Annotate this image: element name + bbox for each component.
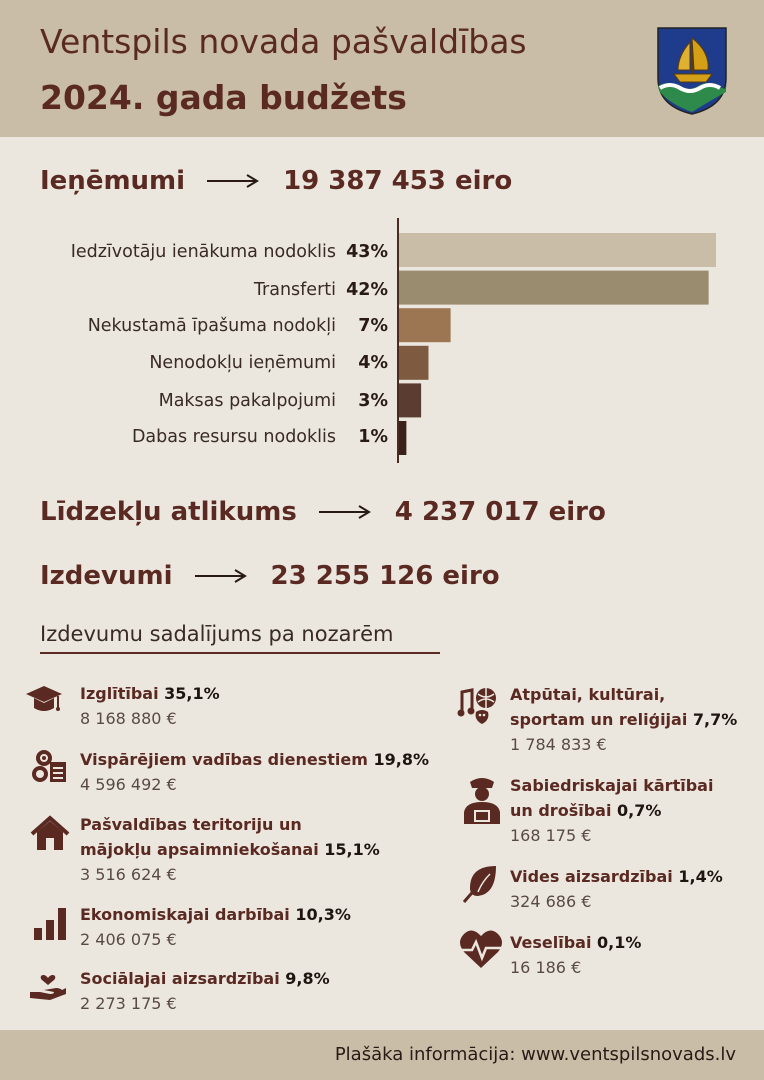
expense-label-line2: mājokļu apsaimniekošanai — [80, 840, 319, 859]
hand-heart-icon — [28, 964, 68, 1004]
bar-label-5: Dabas resursu nodoklis — [131, 427, 336, 447]
expense-amount-economic: 2 406 075 € — [80, 930, 177, 949]
balance-label: Līdzekļu atlikums — [40, 497, 297, 527]
bar-label-3: Nenodokļu ieņēmumi — [149, 353, 336, 373]
expense-name-public-order — [510, 773, 713, 823]
graduation-cap-icon — [24, 680, 64, 720]
gears-documents-icon — [30, 746, 70, 786]
expense-percent: 10,3% — [295, 905, 351, 924]
expense-name-culture-sport — [510, 682, 737, 732]
footer-info-link[interactable]: Plašāka informācija: www.ventspilsnovads.lv — [334, 1044, 736, 1065]
bar-value-label-3: 4% — [358, 353, 388, 373]
expense-name-environment — [510, 864, 723, 889]
bar-value-label-1: 42% — [346, 280, 388, 300]
expense-name-social — [80, 966, 330, 991]
coat-of-arms-ship-icon — [656, 26, 728, 116]
bar-label-1: Transferti — [253, 280, 336, 300]
revenue-heading — [40, 166, 512, 196]
expense-amount-social: 2 273 175 € — [80, 994, 177, 1013]
expense-label-line1: Sabiedriskajai kārtībai — [510, 776, 714, 795]
expense-label-line1: Pašvaldības teritoriju un — [80, 815, 302, 834]
page-title-line2: 2024. gada budžets — [40, 78, 407, 117]
bar-chart-icon — [30, 902, 70, 942]
bar-0 — [399, 233, 716, 267]
expense-percent: 7,7% — [692, 710, 738, 729]
expense-label-line2: un drošībai — [510, 801, 612, 820]
revenue-label: Ieņēmumi — [40, 166, 186, 196]
bar-2 — [399, 308, 451, 342]
expense-amount-education: 8 168 880 € — [80, 709, 177, 728]
expense-amount-administration: 4 596 492 € — [80, 775, 177, 794]
expense-label-line1: Atpūtai, kultūrai, — [510, 685, 666, 704]
arrow-right-icon — [195, 569, 247, 583]
arrow-right-icon — [319, 505, 371, 519]
header-band — [0, 0, 764, 137]
bar-value-label-2: 7% — [358, 316, 388, 336]
revenue-value: 19 387 453 eiro — [283, 166, 513, 196]
expense-label: Vispārējiem vadības dienestiem — [80, 750, 368, 769]
bar-value-label-4: 3% — [358, 391, 388, 411]
expense-amount-territory-housing: 3 516 624 € — [80, 865, 177, 884]
arrow-right-icon — [207, 174, 259, 188]
balance-value: 4 237 017 eiro — [394, 497, 606, 527]
expense-percent: 15,1% — [324, 840, 380, 859]
expense-label: Veselībai — [510, 933, 592, 952]
expense-name-territory-housing — [80, 812, 380, 862]
culture-sport-icon — [456, 682, 500, 726]
expense-amount-public-order: 168 175 € — [510, 826, 592, 845]
expense-label: Sociālajai aizsardzībai — [80, 969, 280, 988]
breakdown-title: Izdevumu sadalījums pa nozarēm — [40, 622, 440, 654]
expense-amount-culture-sport: 1 784 833 € — [510, 735, 607, 754]
page-title-line1: Ventspils novada pašvaldības — [40, 22, 527, 61]
leaf-icon — [460, 862, 502, 904]
bar-label-2: Nekustamā īpašuma nodokļi — [87, 316, 336, 336]
revenue-bar-plot — [0, 218, 764, 463]
bar-label-4: Maksas pakalpojumi — [158, 391, 336, 411]
balance-heading — [40, 497, 606, 527]
expense-label: Vides aizsardzībai — [510, 867, 673, 886]
expense-name-health — [510, 930, 641, 955]
bar-5 — [399, 421, 406, 455]
expense-percent: 0,7% — [617, 801, 662, 820]
expense-amount-health: 16 186 € — [510, 958, 582, 977]
expense-label-line2: sportam un reliģijai — [510, 710, 688, 729]
bar-value-label-0: 43% — [346, 242, 388, 262]
bar-label-0: Iedzīvotāju ienākuma nodoklis — [70, 242, 336, 262]
expenses-heading — [40, 561, 500, 591]
expense-percent: 9,8% — [285, 969, 330, 988]
expense-percent: 19,8% — [373, 750, 429, 769]
expense-amount-environment: 324 686 € — [510, 892, 592, 911]
police-officer-icon — [460, 774, 504, 826]
expense-label: Ekonomiskajai darbībai — [80, 905, 290, 924]
bar-value-label-5: 1% — [358, 427, 388, 447]
expenses-label: Izdevumi — [40, 561, 173, 591]
expense-name-education — [80, 681, 220, 706]
expenses-value: 23 255 126 eiro — [270, 561, 500, 591]
bar-3 — [399, 346, 428, 380]
expense-name-economic — [80, 902, 351, 927]
heart-pulse-icon — [458, 928, 504, 970]
bar-1 — [399, 271, 709, 305]
house-icon — [30, 814, 70, 854]
bar-4 — [399, 383, 421, 417]
expense-label: Izglītībai — [80, 684, 159, 703]
expense-percent: 0,1% — [597, 933, 642, 952]
expense-name-administration — [80, 747, 429, 772]
expense-percent: 35,1% — [164, 684, 220, 703]
footer-band — [0, 1030, 764, 1080]
expense-percent: 1,4% — [678, 867, 723, 886]
